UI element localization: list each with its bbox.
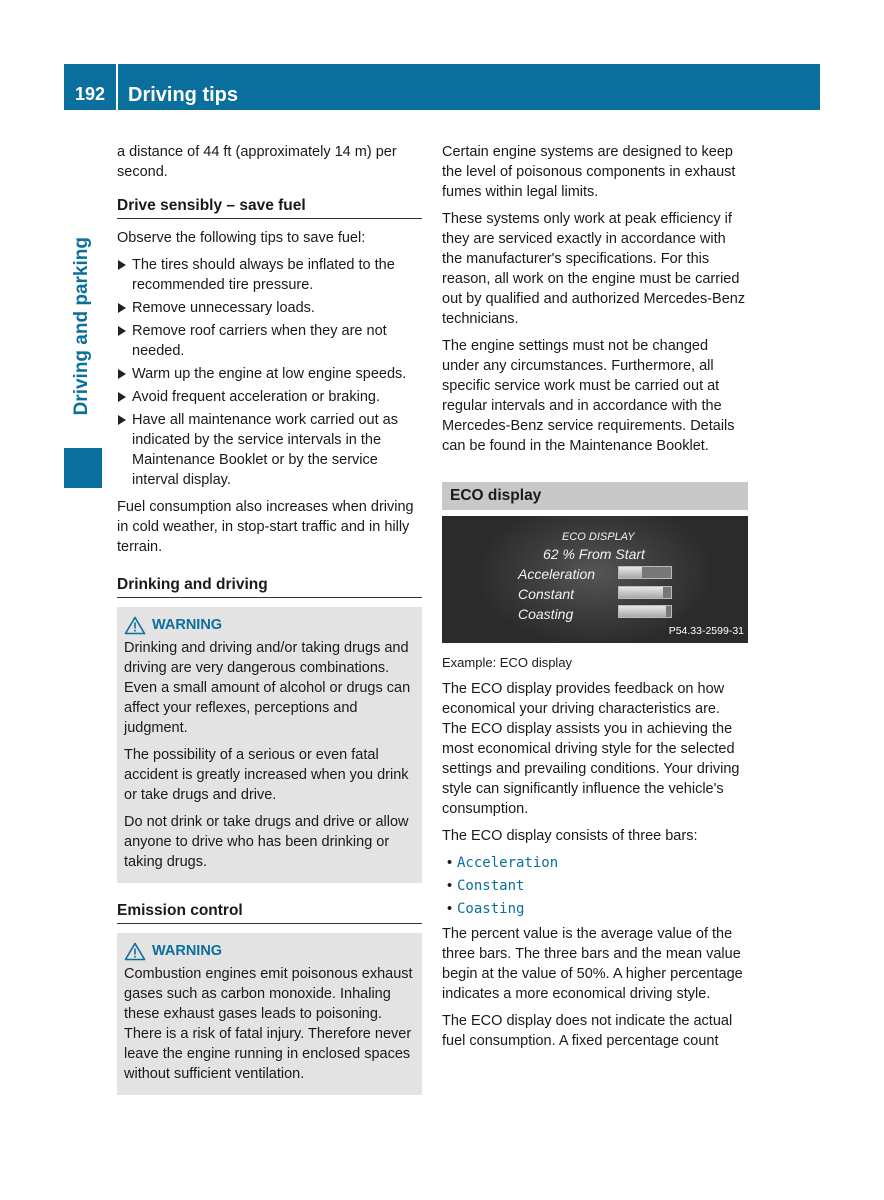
warning-title [124, 615, 415, 635]
body-text: These systems only work at peak efficiency if they are serviced exactly in accordance with the manufacturer's specifications. For this reason, all work on the engine must be carried out by qualified and authorized Mercedes-Benz technicians. [442, 211, 746, 327]
warning-title-text: WARNING [152, 617, 223, 633]
list-item [117, 410, 422, 490]
right-column [442, 142, 748, 1058]
triangle-bullet-icon [118, 415, 126, 425]
chapter-title: Driving tips [128, 84, 239, 106]
warning-triangle-icon [124, 942, 146, 961]
list-item [117, 298, 422, 318]
body-text: The ECO display consists of three bars: [442, 828, 698, 844]
list-item [442, 899, 748, 919]
eco-bar-acceleration [618, 566, 672, 579]
warning-text: The possibility of a serious or even fatal accident is greatly increased when you drink or take drugs and drive. [124, 747, 409, 803]
bullet-dot-icon: • [447, 878, 453, 894]
fuel-lead: Observe the following tips to save fuel: [117, 230, 366, 246]
warning-title-text: WARNING [152, 943, 223, 959]
eco-figure-summary: 62 % From Start [543, 546, 645, 562]
triangle-bullet-icon [118, 392, 126, 402]
warning-text: Do not drink or take drugs and drive or allow anyone to drive who has been drinking or taking drugs. [124, 814, 409, 870]
body-text: The percent value is the average value of the three bars. The three bars and the mean value begin at the value of 50%. A higher percentage indicates a more economical driving style. [442, 926, 743, 1002]
list-item [117, 364, 422, 384]
triangle-bullet-icon [118, 326, 126, 336]
triangle-bullet-icon [118, 369, 126, 379]
list-item [117, 255, 422, 295]
body-text: The ECO display provides feedback on how economical your driving characteristics are. The ECO display assists you in achieving the most economical driving style for the selected settings and prevailing conditions. Your driving style can significantly influence the vehicle's consumption. [442, 681, 740, 817]
eco-bar-fill [619, 606, 666, 617]
list-item [442, 853, 748, 873]
left-column [117, 142, 422, 1113]
drinking-warning-box [117, 607, 422, 883]
emission-warning-box [117, 933, 422, 1095]
page-number: 192 [74, 84, 106, 104]
tip-text: The tires should always be inflated to the recommended tire pressure. [132, 257, 395, 293]
bullet-dot-icon: • [447, 901, 453, 917]
eco-display-heading: ECO display [442, 482, 748, 510]
eco-row-label: Acceleration [518, 566, 596, 582]
eco-figure-title: ECO DISPLAY [562, 531, 635, 543]
eco-bar-coasting [618, 605, 672, 618]
eco-row-label: Constant [518, 586, 575, 602]
list-item [117, 387, 422, 407]
bar-name: Acceleration [457, 855, 559, 871]
eco-bar-fill [619, 587, 663, 598]
warning-text: Drinking and driving and/or taking drugs and driving are very dangerous combinations. Even a small amount of alcohol or drugs can affect your reflexes, perceptions and judgment. [124, 640, 411, 736]
eco-bar-fill [619, 567, 642, 578]
drinking-heading: Drinking and driving [117, 575, 422, 598]
emission-heading: Emission control [117, 901, 422, 924]
tip-text: Remove unnecessary loads. [132, 300, 315, 316]
list-item [117, 321, 422, 361]
body-text: The engine settings must not be changed under any circumstances. Furthermore, all specific service work must be carried out at regular intervals and in accordance with the Mercedes-Benz service requirements. Details can be found in the Maintenance Booklet. [442, 338, 735, 454]
body-text: Certain engine systems are designed to keep the level of poisonous components in exhaust fumes within legal limits. [442, 144, 736, 200]
list-item [442, 876, 748, 896]
tip-text: Avoid frequent acceleration or braking. [132, 389, 380, 405]
body-text: The ECO display does not indicate the actual fuel consumption. A fixed percentage count [442, 1013, 733, 1049]
eco-row-label: Coasting [518, 606, 574, 622]
eco-display-figure [442, 516, 748, 643]
figure-caption: Example: ECO display [442, 655, 573, 670]
figure-id: P54.33-2599-31 [668, 625, 744, 637]
eco-bars-list [442, 853, 748, 919]
warning-title [124, 941, 415, 961]
side-chapter-tab [64, 448, 102, 488]
bullet-dot-icon: • [447, 855, 453, 871]
triangle-bullet-icon [118, 260, 126, 270]
header-divider [116, 64, 118, 110]
bar-name: Constant [457, 878, 525, 894]
tip-text: Warm up the engine at low engine speeds. [132, 366, 407, 382]
warning-text: Combustion engines emit poisonous exhaust gases such as carbon monoxide. Inhaling these exhaust gases leads to poisoning. There is a risk of fatal injury. Therefore never leave the engine running in enclosed spaces without sufficient ventilation. [124, 966, 413, 1082]
bar-name: Coasting [457, 901, 525, 917]
side-chapter-label-text: Driving and parking [71, 237, 92, 416]
eco-bar-constant [618, 586, 672, 599]
triangle-bullet-icon [118, 303, 126, 313]
intro-text: a distance of 44 ft (approximately 14 m) per second. [117, 144, 397, 180]
tip-text: Remove roof carriers when they are not needed. [132, 323, 387, 359]
fuel-closing: Fuel consumption also increases when driving in cold weather, in stop-start traffic and in hilly terrain. [117, 499, 414, 555]
fuel-heading: Drive sensibly – save fuel [117, 196, 422, 219]
warning-triangle-icon [124, 616, 146, 635]
tip-text: Have all maintenance work carried out as indicated by the service intervals in the Maintenance Booklet or by the service interval display. [132, 412, 398, 488]
fuel-tips-list [117, 255, 422, 490]
